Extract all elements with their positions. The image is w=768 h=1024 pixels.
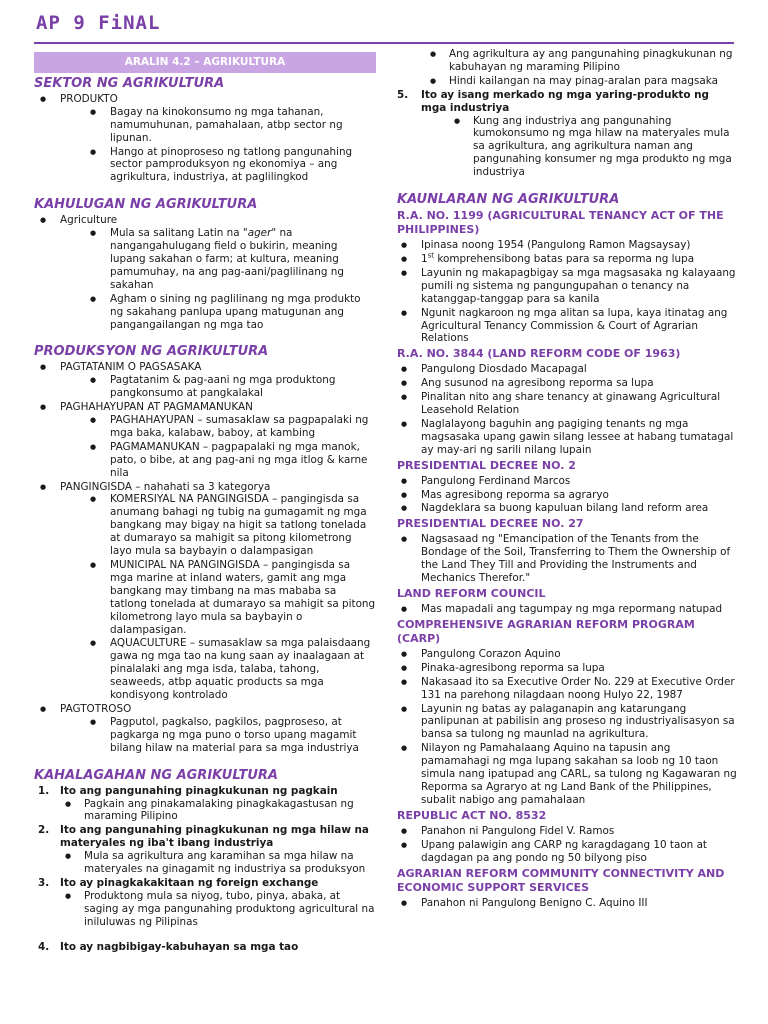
list-item: ● Nakasaad ito sa Executive Order No. 229 at Executive Order 131 na parehong nilagdaan noong Hulyo 22, 1987 [397,676,737,702]
list-item: ● Upang palawigin ang CARP ng karagdagang 10 taon at dagdagan pa ang pondo ng 50 bilyong piso [397,839,737,865]
ra8532-list [397,825,737,865]
section-heading-kahalagahan: KAHALAGAHAN NG AGRIKULTURA [34,767,278,783]
left-column [34,48,376,954]
item-5-list [397,89,737,179]
list-item: ● Mas mapadali ang tagumpay ng mga repormang natupad [397,603,737,616]
list-item: ● PAGHAHAYUPAN – sumasaklaw sa pagpapalaki ng mga baka, kalabaw, baboy, at kambing [60,414,376,440]
pd27-list [397,533,737,585]
kahalagahan-list [34,785,376,954]
list-item: ● Mas agresibong reporma sa agraryo [397,489,737,502]
list-item: 3. Ito ay pinagkakakitaan ng foreign exchange ● Produktong mula sa niyog, tubo, pinya, abaka, at saging ay mga pangunahing produktong agricultural na iniluluwas ng Pilipinas [34,877,376,929]
section-heading-kaunlaran: KAUNLARAN NG AGRIKULTURA [397,192,620,208]
arccess-list [397,897,737,910]
list-item: ● Pinalitan nito ang share tenancy at ginawang Agricultural Leasehold Relation [397,391,737,417]
list-item: ● Nagsasaad ng "Emancipation of the Tenants from the Bondage of the Soil, Transferring to Them the Ownership of the Land They Till and Providing the Instruments and Mechanics Therefor." [397,533,737,585]
kahulugan-list [34,214,376,331]
list-item: ● Nilayon ng Pamahalaang Aquino na tapusin ang pamamahagi ng mga lupang sakahan sa loob ng 10 taon simula nang ipatupad ang CARL, sa tulong ng Kagawaran ng Reporma sa Agraryo at ng Land Bank of the Philippines, subalit nabigo ang pamahalaan [397,742,737,807]
list-item: 2. Ito ang pangunahing pinagkukunan ng mga hilaw na materyales ng iba't ibang industriya ● Mula sa agrikultura ang karamihan sa mga hilaw na materyales na ginagamit ng industriya sa produksyon [34,824,376,876]
lesson-banner: ARALIN 4.2 – AGRIKULTURA [34,52,376,73]
right-column [397,48,737,910]
list-item: ● Layunin ng batas ay palaganapin ang katarungang panlipunan at pabilisin ang proseso ng industriyalisasyon sa bansa sa tulong ng maunlad na agrikultura. [397,703,737,742]
continued-list [397,48,737,88]
list-item: ● Agriculture ● Mula sa salitang Latin na "ager" na nangangahulugang field o bukirin, meaning lupang sakahan o farm; at kultura, meaning pamumuhay, na ang pag-aani/paglilinang ng sakahan ● Agham o sining ng paglilinang ng mga produkto ng sakahang panlupa upang matugunan ang pangangailangan ng mga tao [34,214,376,331]
list-item: ● Agham o sining ng paglilinang ng mga produkto ng sakahang panlupa upang matugunan ang pangangailangan ng mga tao [60,293,376,332]
list-item: ● Naglalayong baguhin ang pagiging tenants ng mga magsasaka upang gawin silang lessee at habang tumatagal ay may-ari ng sarili nilang lupain [397,418,737,457]
subheading-ra3844: R.A. NO. 3844 (LAND REFORM CODE OF 1963) [397,347,681,361]
carp-list [397,648,737,807]
title-divider [34,42,734,44]
section-heading-sektor: SEKTOR NG AGRIKULTURA [34,75,225,91]
list-item: ● PAGTOTROSO ● Pagputol, pagkalso, pagkilos, pagproseso, at pagkarga ng mga puno o torso upang magamit bilang hilaw na material para sa mga industriya [34,703,376,755]
list-item: ● PAGHAHAYUPAN AT PAGMAMANUKAN ● PAGHAHAYUPAN – sumasaklaw sa pagpapalaki ng mga baka, kalabaw, baboy, at kambing ● PAGMAMANUKAN – pagpapalaki ng mga manok, pato, o bibe, at ang pag-ani ng mga itlog & karne nila [34,401,376,479]
list-item: ● Panahon ni Pangulong Benigno C. Aquino III [397,897,737,910]
list-item: ● PANGINGISDA – nahahati sa 3 kategorya ● KOMERSIYAL NA PANGINGISDA – pangingisda sa anumang bahagi ng tubig na gumagamit ng mga bangkang may bigay na higit sa tatlong tonelada at dumarayo sa mahigit sa pitong kilometrong layo mula sa baybayin o dalampasigan ● MUNICIPAL NA PANGINGISDA – pangingisda sa mga marine at inland waters, gamit ang mga bangkang may timbang na mas mababa sa tatlong tonelada at dumarayo sa mahigit sa pitong kilometrong layo mula sa baybayin o dalampasigan. ● AQUACULTURE – sumasaklaw sa mga palaisdaang gawa ng mga tao na kung saan ay inaalagaan at pinalalaki ang mga isda, talaba, tahong, seaweeds, atbp aquatic products sa mga kondisyong kontrolado [34,481,376,702]
page-title: AP 9 FiNAL [36,12,161,34]
list-item: ● Pagtatanim & pag-aani ng mga produktong pangkonsumo at pangkalakal [60,374,376,400]
list-item: ● Bagay na kinokonsumo ng mga tahanan, namumuhunan, pamahalaan, atbp sector ng lipunan. [60,106,376,145]
pd2-list [397,475,737,516]
list-item: ● Ngunit nagkaroon ng mga alitan sa lupa, kaya itinatag ang Agricultural Tenancy Commission & Court of Agrarian Relations [397,307,737,346]
list-item: ● Hindi kailangan na may pinag-aralan para magsaka [397,75,737,88]
subheading-pd27: PRESIDENTIAL DECREE NO. 27 [397,517,584,531]
list-item: ● Kung ang industriya ang pangunahing kumokonsumo ng mga hilaw na materyales mula sa agrikultura, ang agrikultura naman ang pangunahing konsumer ng mga produkto ng mga industriya [421,115,737,180]
list-item: ● Pinaka-agresibong reporma sa lupa [397,662,737,675]
section-heading-produksyon: PRODUKSYON NG AGRIKULTURA [34,344,269,360]
section-heading-kahulugan: KAHULUGAN NG AGRIKULTURA [34,197,258,213]
subheading-carp: COMPREHENSIVE AGRARIAN REFORM PROGRAM (CARP) [397,617,695,645]
list-item: ● Pangulong Ferdinand Marcos [397,475,737,488]
list-item: ● Panahon ni Pangulong Fidel V. Ramos [397,825,737,838]
list-item: ● Pagkain ang pinakamalaking pinagkakagastusan ng maraming Pilipino [60,798,376,824]
list-item: ● Pangulong Diosdado Macapagal [397,363,737,376]
list-item: ● Mula sa salitang Latin na "ager" na nangangahulugang field o bukirin, meaning lupang sakahan o farm; at kultura, meaning pamumuhay, na ang pag-aani/paglilinang ng sakahan [60,227,376,292]
list-item: ● Ang susunod na agresibong reporma sa lupa [397,377,737,390]
ra3844-list [397,363,737,456]
list-item: 1. Ito ang pangunahing pinagkukunan ng pagkain ● Pagkain ang pinakamalaking pinagkakagastusan ng maraming Pilipino [34,785,376,824]
list-item: ● KOMERSIYAL NA PANGINGISDA – pangingisda sa anumang bahagi ng tubig na gumagamit ng mga bangkang may bigay na higit sa tatlong tonelada at dumarayo sa mahigit sa pitong kilometrong layo mula sa baybayin o dalampasigan [60,493,376,558]
list-item: ● AQUACULTURE – sumasaklaw sa mga palaisdaang gawa ng mga tao na kung saan ay inaalagaan at pinalalaki ang mga isda, talaba, tahong, seaweeds, atbp aquatic products sa mga kondisyong kontrolado [60,637,376,702]
list-item: ● 1st komprehensibong batas para sa reporma ng lupa [397,253,737,266]
subheading-ra1199: R.A. NO. 1199 (AGRICULTURAL TENANCY ACT OF THE PHILIPPINES) [397,209,724,237]
ra1199-list [397,239,737,345]
subheading-ra8532: REPUBLIC ACT NO. 8532 [397,808,547,822]
list-item: ● PAGTATANIM O PAGSASAKA ● Pagtatanim & pag-aani ng mga produktong pangkonsumo at pangkalakal [34,361,376,400]
list-item: ● Layunin ng makapagbigay sa mga magsasaka ng kalayaang pumili ng sistema ng pangungupahan o tenancy na katanggap-tanggap para sa kanila [397,267,737,306]
list-item: ● PAGMAMANUKAN – pagpapalaki ng mga manok, pato, o bibe, at ang pag-ani ng mga itlog & karne nila [60,441,376,480]
subheading-pd2: PRESIDENTIAL DECREE NO. 2 [397,458,576,472]
subheading-arccess: AGRARIAN REFORM COMMUNITY CONNECTIVITY AND ECONOMIC SUPPORT SERVICES [397,866,725,894]
list-item: ● Nagdeklara sa buong kapuluan bilang land reform area [397,502,737,515]
list-item: ● Ang agrikultura ay ang pangunahing pinagkukunan ng kabuhayan ng maraming Pilipino [397,48,737,74]
list-item: ● Pagputol, pagkalso, pagkilos, pagproseso, at pagkarga ng mga puno o torso upang magamit bilang hilaw na material para sa mga industriya [60,716,376,755]
list-item: ● MUNICIPAL NA PANGINGISDA – pangingisda sa mga marine at inland waters, gamit ang mga bangkang may timbang na mas mababa sa tatlong tonelada at dumarayo sa mahigit sa pitong kilometrong layo mula sa baybayin o dalampasigan. [60,559,376,636]
list-item: ● Produktong mula sa niyog, tubo, pinya, abaka, at saging ay mga pangunahing produktong agricultural na iniluluwas ng Pilipinas [60,890,376,929]
sektor-list [34,93,376,184]
subheading-land-reform-council: LAND REFORM COUNCIL [397,587,546,600]
list-item: ● Ipinasa noong 1954 (Pangulong Ramon Magsaysay) [397,239,737,252]
list-item: ● PRODUKTO ● Bagay na kinokonsumo ng mga tahanan, namumuhunan, pamahalaan, atbp sector ng lipunan. ● Hango at pinoproseso ng tatlong pangunahing sector pamproduksyon ng ekonomiya – ang agrikultura, industriya, at paglilingkod [34,93,376,184]
list-item: ● Hango at pinoproseso ng tatlong pangunahing sector pamproduksyon ng ekonomiya – ang agrikultura, industriya, at paglilingkod [60,146,376,185]
produksyon-list [34,361,376,754]
list-item: ● Mula sa agrikultura ang karamihan sa mga hilaw na materyales na ginagamit ng industriya sa produksyon [60,850,376,876]
spacer [34,930,376,940]
list-item: 4. Ito ay nagbibigay-kabuhayan sa mga tao [38,940,299,953]
list-item: 5. Ito ay isang merkado ng mga yaring-produkto ng mga industriya ● Kung ang industriya ang pangunahing kumokonsumo ng mga hilaw na materyales mula sa agrikultura, ang agrikultura naman ang pangunahing konsumer ng mga produkto ng mga industriya [397,89,737,179]
lrc-list [397,603,737,616]
list-item: ● Pangulong Corazon Aquino [397,648,737,661]
